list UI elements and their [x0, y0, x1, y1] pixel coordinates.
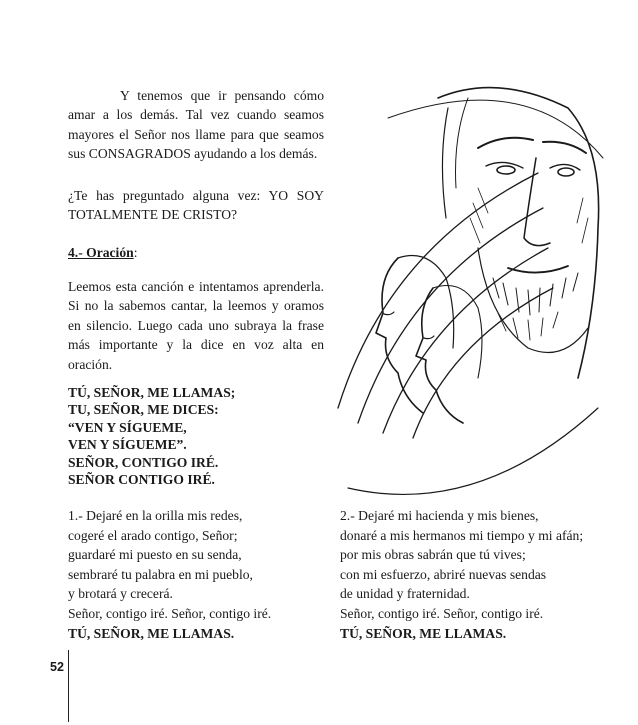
christ-calling-sketch-icon [328, 78, 608, 498]
refrain-line: TU, SEÑOR, ME DICES: [68, 402, 219, 418]
question-paragraph: ¿Te has preguntado alguna vez: YO SOY TOTALMENTE DE CRISTO? [68, 188, 324, 223]
refrain [68, 384, 328, 488]
refrain-line: TÚ, SEÑOR, ME LLAMAS; [68, 385, 236, 400]
stanza-line: de unidad y fraternidad. [340, 586, 470, 602]
intro-paragraph: Y tenemos que ir pensando cómo amar a los demás. Tal vez cuando seamos mayores el Señor nos llame para que seamos sus CONSAGRADOS ayudando a los demás. [68, 88, 324, 162]
stanza-line: 1.- Dejaré en la orilla mis redes, [68, 508, 243, 523]
refrain-line: SEÑOR CONTIGO IRÉ. [68, 472, 215, 488]
stanza-line: 2.- Dejaré mi hacienda y mis bienes, [340, 508, 539, 523]
stanza-2 [340, 506, 583, 624]
refrain-tag-left: TÚ, SEÑOR, ME LLAMAS. [68, 626, 235, 641]
stanza-line: cogeré el arado contigo, Señor; [68, 527, 238, 543]
instructions-paragraph: Leemos esta canción e intentamos aprenderla. Si no la sabemos cantar, la leemos y oramos en silencio. Luego cada uno subraya la frase más importante y la dice en voz alta en oración. [68, 279, 324, 372]
stanza-line: con mi esfuerzo, abriré nuevas sendas [340, 566, 547, 582]
refrain-line: “VEN Y SÍGUEME, [68, 419, 187, 435]
stanza-line: Señor, contigo iré. Señor, contigo iré. [68, 605, 272, 621]
stanza-line: Señor, contigo iré. Señor, contigo iré. [340, 605, 544, 621]
stanza-line: y brotará y crecerá. [68, 586, 173, 602]
margin-rule [68, 650, 69, 722]
stanza-1 [68, 506, 271, 624]
stanza-line: sembraré tu palabra en mi pueblo, [68, 566, 253, 582]
stanza-line: por mis obras sabrán que tú vives; [340, 547, 526, 563]
section-title: 4.- Oración [68, 245, 134, 260]
stanza-line: donaré a mis hermanos mi tiempo y mi afán; [340, 527, 584, 543]
refrain-line: SEÑOR, CONTIGO IRÉ. [68, 454, 219, 470]
page-number: 52 [50, 660, 64, 674]
refrain-line: VEN Y SÍGUEME”. [68, 437, 187, 453]
section-title-suffix: : [133, 245, 138, 260]
refrain-tag-right: TÚ, SEÑOR, ME LLAMAS. [340, 626, 507, 641]
section-heading [68, 243, 137, 262]
stanza-line: guardaré mi puesto en su senda, [68, 547, 242, 563]
